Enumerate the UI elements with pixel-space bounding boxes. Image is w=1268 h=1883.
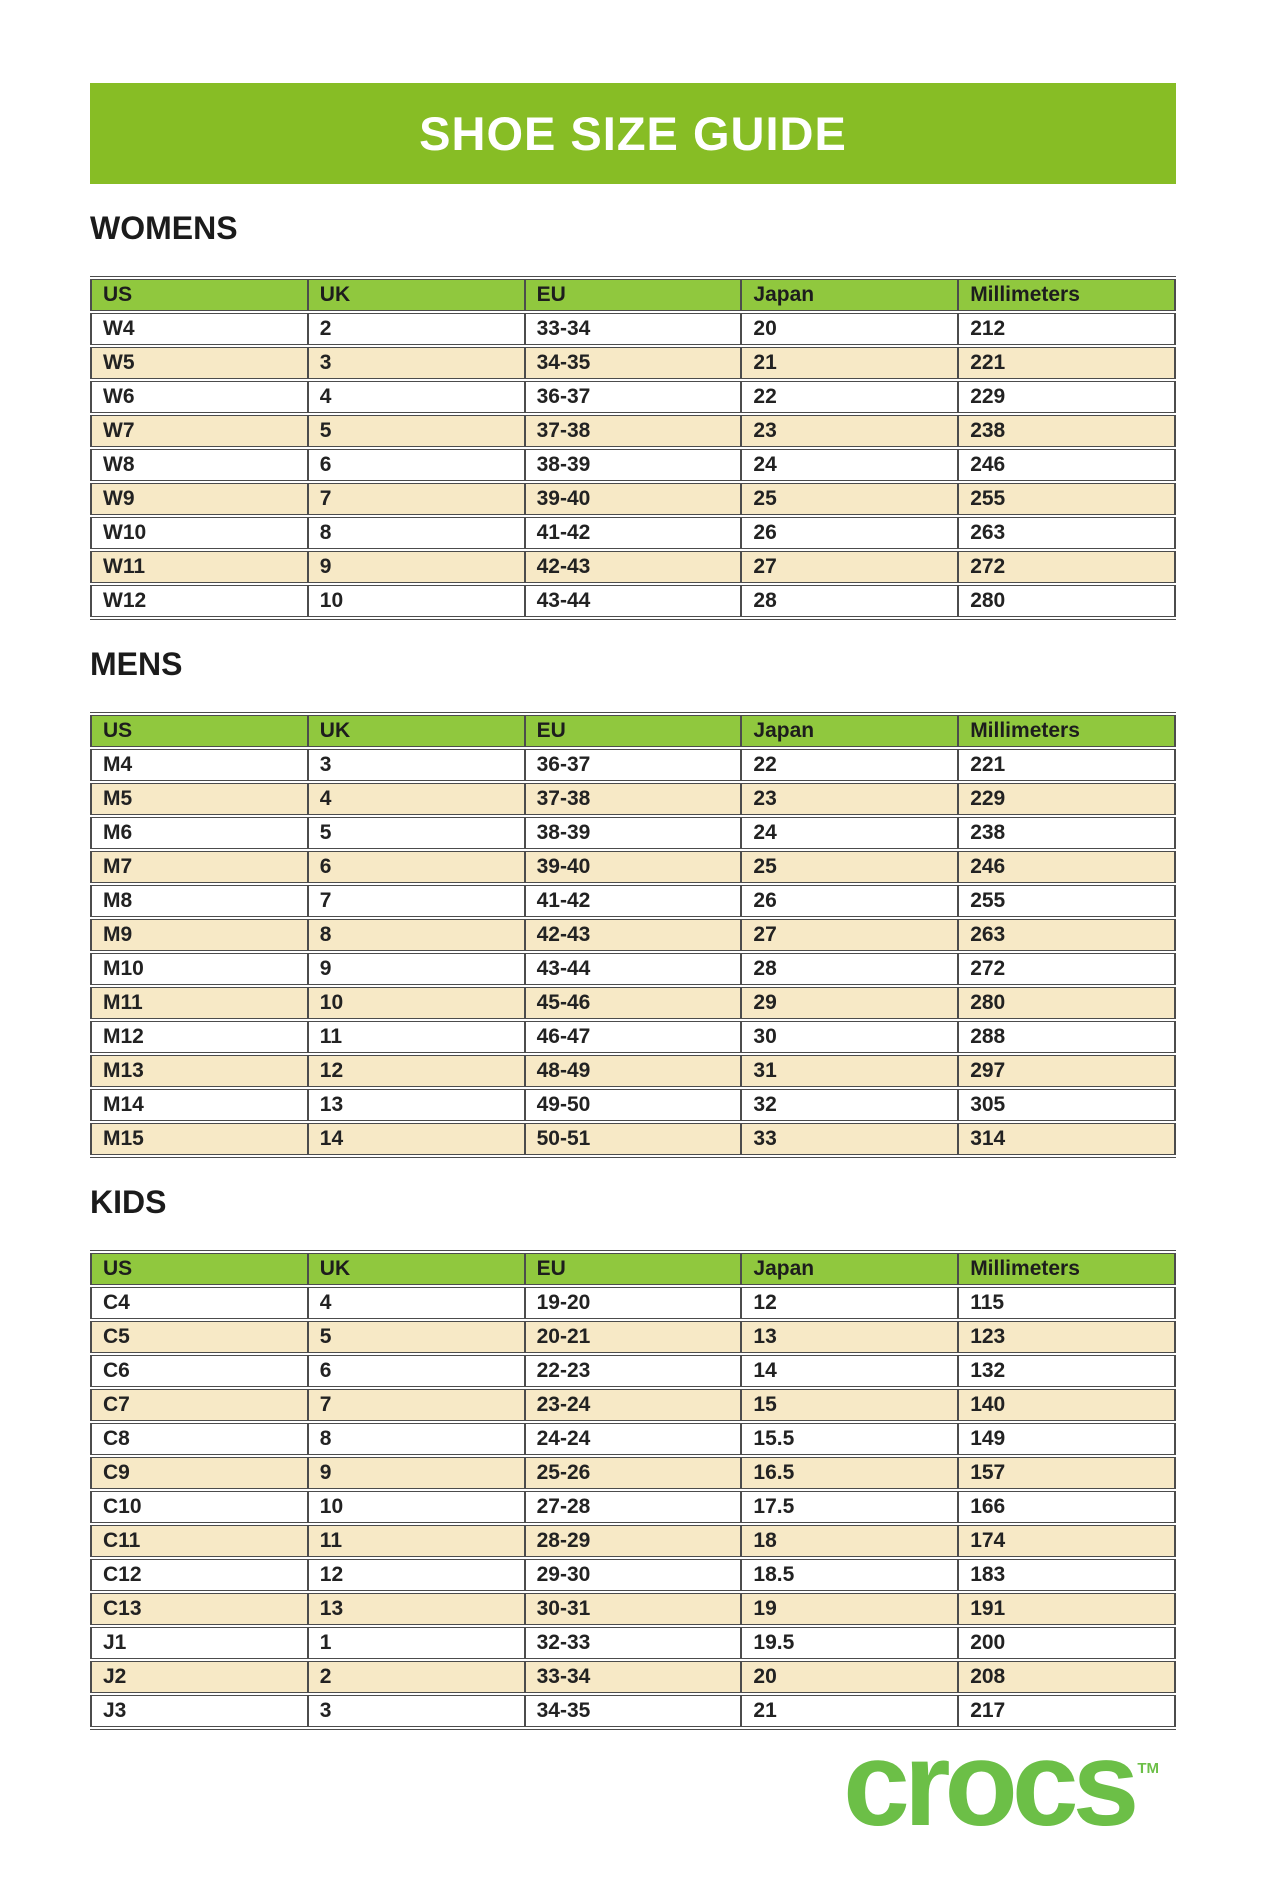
size-cell: 221 (958, 748, 1175, 782)
us-size-cell: M8 (91, 884, 308, 918)
size-cell: 12 (308, 1558, 525, 1592)
size-cell: 9 (308, 952, 525, 986)
size-cell: 25 (741, 482, 958, 516)
size-cell: 4 (308, 380, 525, 414)
size-cell: 29 (741, 986, 958, 1020)
table-row (91, 516, 1175, 550)
size-cell: 34-35 (525, 346, 742, 380)
size-cell: 305 (958, 1088, 1175, 1122)
size-cell: 140 (958, 1388, 1175, 1422)
size-table-body (91, 1286, 1175, 1728)
size-cell: 6 (308, 448, 525, 482)
size-cell: 217 (958, 1694, 1175, 1728)
size-cell: 238 (958, 414, 1175, 448)
us-size-cell: J2 (91, 1660, 308, 1694)
us-size-cell: C4 (91, 1286, 308, 1320)
size-cell: 50-51 (525, 1122, 742, 1156)
size-cell: 229 (958, 782, 1175, 816)
us-size-cell: C7 (91, 1388, 308, 1422)
us-size-cell: M7 (91, 850, 308, 884)
size-cell: 34-35 (525, 1694, 742, 1728)
size-cell: 28 (741, 952, 958, 986)
size-cell: 166 (958, 1490, 1175, 1524)
table-row (91, 482, 1175, 516)
size-cell: 5 (308, 816, 525, 850)
size-cell: 11 (308, 1524, 525, 1558)
size-cell: 33 (741, 1122, 958, 1156)
size-cell: 288 (958, 1020, 1175, 1054)
us-size-cell: C9 (91, 1456, 308, 1490)
us-size-cell: W5 (91, 346, 308, 380)
size-cell: 37-38 (525, 782, 742, 816)
column-header: Millimeters (958, 714, 1175, 748)
us-size-cell: W8 (91, 448, 308, 482)
size-cell: 24-24 (525, 1422, 742, 1456)
size-cell: 32-33 (525, 1626, 742, 1660)
column-header: EU (525, 714, 742, 748)
column-header: UK (308, 714, 525, 748)
table-row (91, 816, 1175, 850)
size-cell: 123 (958, 1320, 1175, 1354)
us-size-cell: W7 (91, 414, 308, 448)
size-cell: 280 (958, 584, 1175, 618)
column-header: UK (308, 1252, 525, 1286)
us-size-cell: W10 (91, 516, 308, 550)
size-cell: 4 (308, 1286, 525, 1320)
size-cell: 27 (741, 918, 958, 952)
size-table (90, 712, 1176, 1158)
size-cell: 174 (958, 1524, 1175, 1558)
size-cell: 9 (308, 1456, 525, 1490)
us-size-cell: M4 (91, 748, 308, 782)
table-row (91, 1088, 1175, 1122)
us-size-cell: C13 (91, 1592, 308, 1626)
size-cell: 43-44 (525, 952, 742, 986)
size-cell: 2 (308, 312, 525, 346)
size-cell: 11 (308, 1020, 525, 1054)
table-row (91, 782, 1175, 816)
section-heading: KIDS (90, 1184, 167, 1220)
header-row (91, 278, 1175, 312)
size-cell: 1 (308, 1626, 525, 1660)
column-header: US (91, 714, 308, 748)
size-cell: 27-28 (525, 1490, 742, 1524)
size-cell: 43-44 (525, 584, 742, 618)
size-cell: 4 (308, 782, 525, 816)
us-size-cell: M9 (91, 918, 308, 952)
size-cell: 191 (958, 1592, 1175, 1626)
size-cell: 21 (741, 1694, 958, 1728)
size-cell: 14 (741, 1354, 958, 1388)
table-row (91, 1054, 1175, 1088)
size-cell: 29-30 (525, 1558, 742, 1592)
size-cell: 183 (958, 1558, 1175, 1592)
column-header: Millimeters (958, 1252, 1175, 1286)
size-cell: 212 (958, 312, 1175, 346)
table-row (91, 1558, 1175, 1592)
size-cell: 25-26 (525, 1456, 742, 1490)
crocs-logo (843, 1717, 1159, 1851)
table-row (91, 918, 1175, 952)
size-table-body (91, 312, 1175, 618)
size-cell: 8 (308, 918, 525, 952)
table-row (91, 1354, 1175, 1388)
size-cell: 20 (741, 312, 958, 346)
size-cell: 33-34 (525, 1660, 742, 1694)
us-size-cell: M6 (91, 816, 308, 850)
size-cell: 13 (308, 1592, 525, 1626)
size-cell: 38-39 (525, 448, 742, 482)
column-header: UK (308, 278, 525, 312)
table-row (91, 312, 1175, 346)
us-size-cell: M13 (91, 1054, 308, 1088)
size-cell: 246 (958, 850, 1175, 884)
table-row (91, 1626, 1175, 1660)
size-cell: 38-39 (525, 816, 742, 850)
table-row (91, 380, 1175, 414)
column-header: EU (525, 1252, 742, 1286)
title-banner (90, 83, 1176, 184)
us-size-cell: M10 (91, 952, 308, 986)
size-cell: 7 (308, 884, 525, 918)
footer (90, 1717, 1176, 1851)
us-size-cell: W12 (91, 584, 308, 618)
page-title: SHOE SIZE GUIDE (419, 107, 847, 160)
size-cell: 12 (308, 1054, 525, 1088)
table-row (91, 1660, 1175, 1694)
us-size-cell: J3 (91, 1694, 308, 1728)
size-cell: 7 (308, 1388, 525, 1422)
size-cell: 221 (958, 346, 1175, 380)
table-row (91, 1422, 1175, 1456)
size-cell: 15.5 (741, 1422, 958, 1456)
size-cell: 5 (308, 1320, 525, 1354)
size-cell: 41-42 (525, 884, 742, 918)
us-size-cell: M11 (91, 986, 308, 1020)
trademark-symbol: TM (1137, 1760, 1159, 1777)
size-cell: 27 (741, 550, 958, 584)
us-size-cell: C8 (91, 1422, 308, 1456)
table-row (91, 584, 1175, 618)
size-cell: 24 (741, 448, 958, 482)
us-size-cell: W6 (91, 380, 308, 414)
size-cell: 208 (958, 1660, 1175, 1694)
section-heading: MENS (90, 646, 183, 682)
size-cell: 13 (308, 1088, 525, 1122)
size-cell: 5 (308, 414, 525, 448)
size-cell: 23 (741, 414, 958, 448)
size-cell: 42-43 (525, 550, 742, 584)
size-cell: 3 (308, 346, 525, 380)
size-cell: 238 (958, 816, 1175, 850)
table-row (91, 1388, 1175, 1422)
size-cell: 36-37 (525, 380, 742, 414)
size-cell: 19.5 (741, 1626, 958, 1660)
size-cell: 36-37 (525, 748, 742, 782)
size-cell: 42-43 (525, 918, 742, 952)
size-cell: 28-29 (525, 1524, 742, 1558)
header-row (91, 1252, 1175, 1286)
table-row (91, 1320, 1175, 1354)
size-cell: 12 (741, 1286, 958, 1320)
size-cell: 22-23 (525, 1354, 742, 1388)
size-cell: 24 (741, 816, 958, 850)
size-table-header (91, 278, 1175, 312)
us-size-cell: J1 (91, 1626, 308, 1660)
us-size-cell: C6 (91, 1354, 308, 1388)
size-cell: 10 (308, 584, 525, 618)
size-cell: 263 (958, 516, 1175, 550)
size-cell: 45-46 (525, 986, 742, 1020)
table-row (91, 1456, 1175, 1490)
table-row (91, 414, 1175, 448)
table-row (91, 884, 1175, 918)
size-table-header (91, 714, 1175, 748)
size-cell: 272 (958, 952, 1175, 986)
size-cell: 255 (958, 482, 1175, 516)
header-row (91, 714, 1175, 748)
size-cell: 255 (958, 884, 1175, 918)
crocs-logo-text: crocs (843, 1717, 1134, 1851)
size-cell: 39-40 (525, 482, 742, 516)
table-row (91, 1490, 1175, 1524)
us-size-cell: M5 (91, 782, 308, 816)
size-cell: 132 (958, 1354, 1175, 1388)
size-cell: 6 (308, 1354, 525, 1388)
us-size-cell: C10 (91, 1490, 308, 1524)
size-cell: 15 (741, 1388, 958, 1422)
size-cell: 33-34 (525, 312, 742, 346)
size-table (90, 276, 1176, 620)
size-cell: 13 (741, 1320, 958, 1354)
size-cell: 39-40 (525, 850, 742, 884)
size-cell: 297 (958, 1054, 1175, 1088)
table-row (91, 1020, 1175, 1054)
size-tables-area (90, 210, 1176, 1730)
size-cell: 41-42 (525, 516, 742, 550)
size-cell: 149 (958, 1422, 1175, 1456)
size-cell: 10 (308, 986, 525, 1020)
size-cell: 9 (308, 550, 525, 584)
size-cell: 2 (308, 1660, 525, 1694)
us-size-cell: M15 (91, 1122, 308, 1156)
size-cell: 26 (741, 516, 958, 550)
section-heading: WOMENS (90, 210, 238, 246)
us-size-cell: C11 (91, 1524, 308, 1558)
column-header: US (91, 1252, 308, 1286)
size-cell: 30 (741, 1020, 958, 1054)
table-row (91, 448, 1175, 482)
us-size-cell: C12 (91, 1558, 308, 1592)
page (90, 83, 1176, 1851)
size-cell: 314 (958, 1122, 1175, 1156)
size-cell: 37-38 (525, 414, 742, 448)
size-cell: 18 (741, 1524, 958, 1558)
size-cell: 28 (741, 584, 958, 618)
size-cell: 23 (741, 782, 958, 816)
size-cell: 20 (741, 1660, 958, 1694)
size-cell: 3 (308, 748, 525, 782)
size-cell: 31 (741, 1054, 958, 1088)
size-cell: 21 (741, 346, 958, 380)
table-row (91, 986, 1175, 1020)
table-row (91, 1286, 1175, 1320)
size-cell: 17.5 (741, 1490, 958, 1524)
size-cell: 22 (741, 748, 958, 782)
size-cell: 229 (958, 380, 1175, 414)
size-table-body (91, 748, 1175, 1156)
table-row (91, 1122, 1175, 1156)
size-cell: 18.5 (741, 1558, 958, 1592)
size-cell: 25 (741, 850, 958, 884)
table-row (91, 346, 1175, 380)
us-size-cell: M12 (91, 1020, 308, 1054)
size-cell: 115 (958, 1286, 1175, 1320)
size-cell: 272 (958, 550, 1175, 584)
table-row (91, 1524, 1175, 1558)
size-cell: 49-50 (525, 1088, 742, 1122)
size-cell: 23-24 (525, 1388, 742, 1422)
us-size-cell: W4 (91, 312, 308, 346)
size-cell: 20-21 (525, 1320, 742, 1354)
size-cell: 246 (958, 448, 1175, 482)
table-row (91, 952, 1175, 986)
size-table-header (91, 1252, 1175, 1286)
size-cell: 8 (308, 1422, 525, 1456)
size-cell: 16.5 (741, 1456, 958, 1490)
size-cell: 30-31 (525, 1592, 742, 1626)
us-size-cell: C5 (91, 1320, 308, 1354)
size-cell: 263 (958, 918, 1175, 952)
size-cell: 7 (308, 482, 525, 516)
size-cell: 8 (308, 516, 525, 550)
column-header: EU (525, 278, 742, 312)
size-cell: 19-20 (525, 1286, 742, 1320)
us-size-cell: W11 (91, 550, 308, 584)
us-size-cell: M14 (91, 1088, 308, 1122)
table-row (91, 550, 1175, 584)
column-header: Japan (741, 278, 958, 312)
column-header: Japan (741, 714, 958, 748)
size-cell: 22 (741, 380, 958, 414)
column-header: Japan (741, 1252, 958, 1286)
table-row (91, 748, 1175, 782)
size-cell: 26 (741, 884, 958, 918)
size-cell: 280 (958, 986, 1175, 1020)
size-cell: 157 (958, 1456, 1175, 1490)
size-cell: 6 (308, 850, 525, 884)
size-table (90, 1250, 1176, 1730)
size-cell: 200 (958, 1626, 1175, 1660)
size-cell: 10 (308, 1490, 525, 1524)
size-cell: 32 (741, 1088, 958, 1122)
size-cell: 48-49 (525, 1054, 742, 1088)
size-cell: 46-47 (525, 1020, 742, 1054)
size-cell: 14 (308, 1122, 525, 1156)
column-header: US (91, 278, 308, 312)
column-header: Millimeters (958, 278, 1175, 312)
size-cell: 3 (308, 1694, 525, 1728)
table-row (91, 1592, 1175, 1626)
us-size-cell: W9 (91, 482, 308, 516)
table-row (91, 850, 1175, 884)
size-cell: 19 (741, 1592, 958, 1626)
